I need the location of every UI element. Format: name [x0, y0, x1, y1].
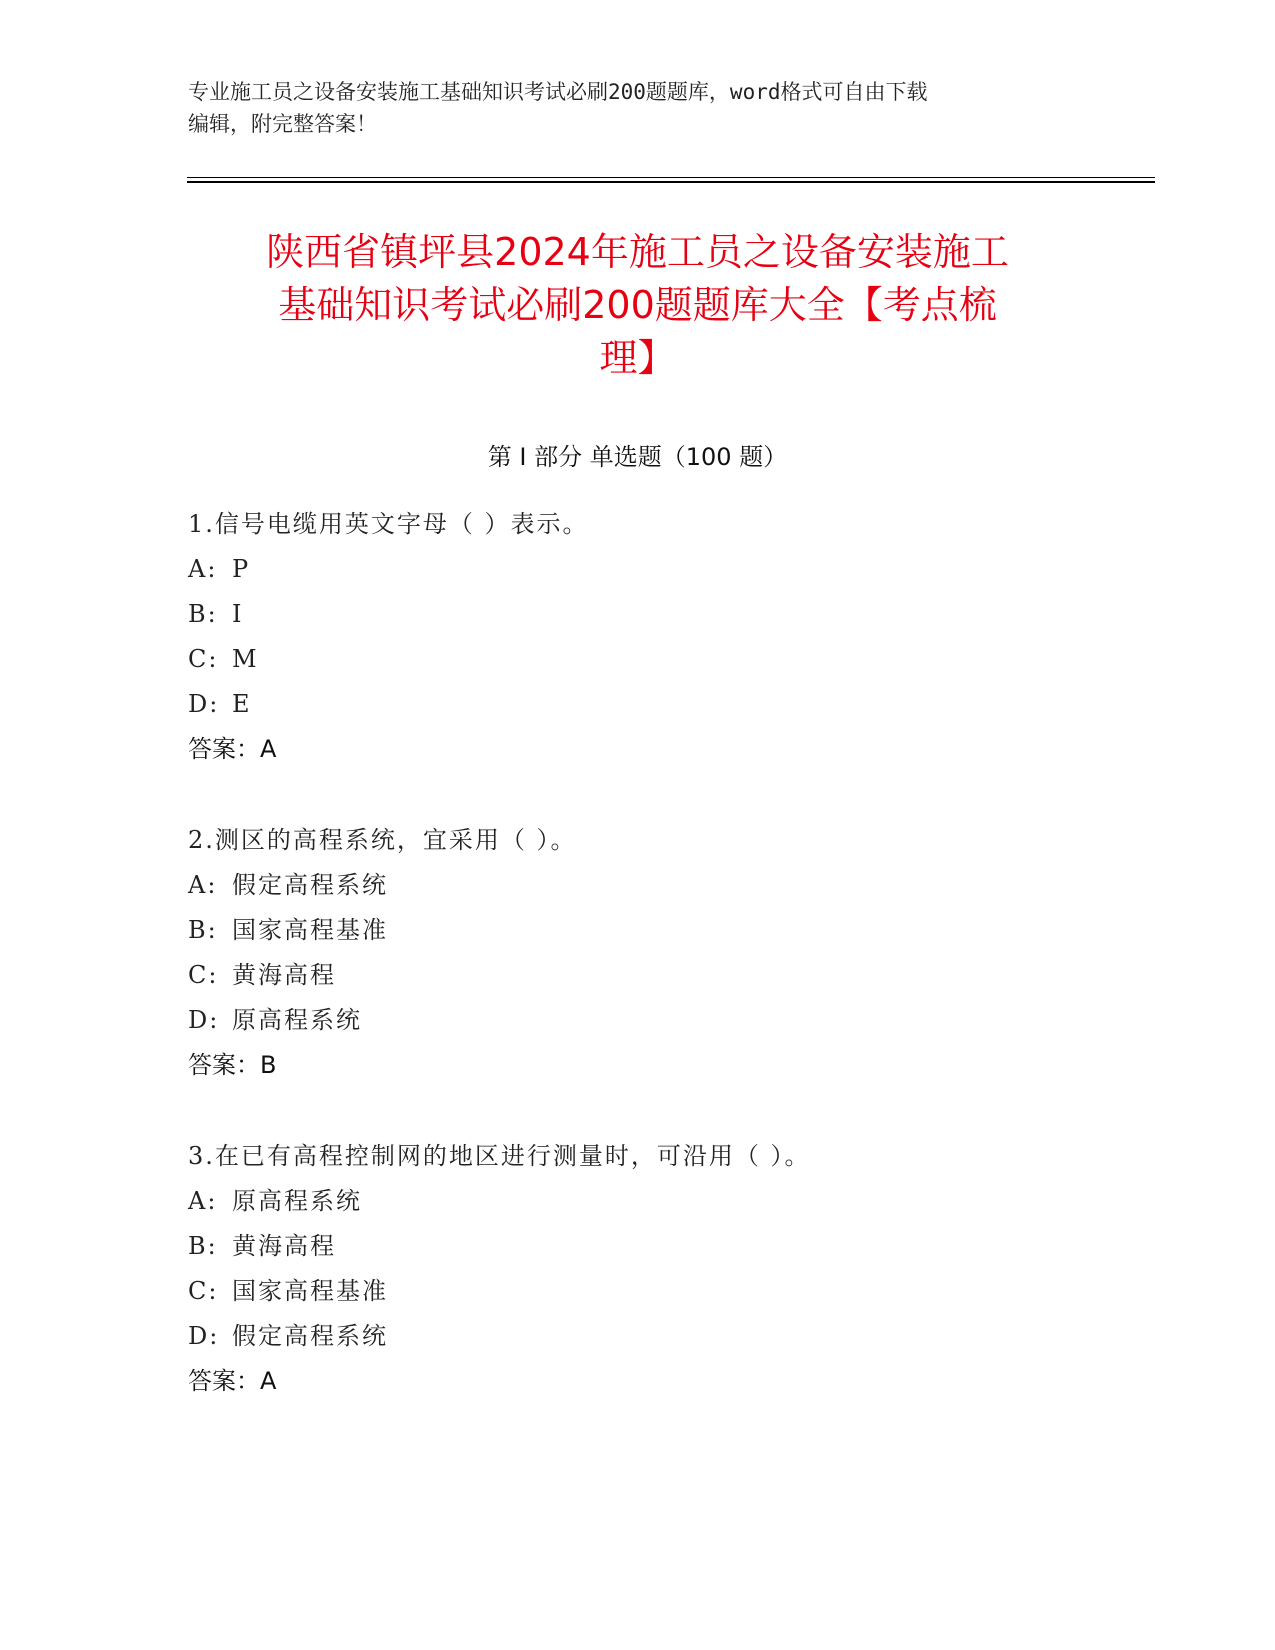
question-stem: 3.在已有高程控制网的地区进行测量时，可沿用（ ）。 [188, 1142, 811, 1170]
option-text: 黄海高程 [232, 1232, 336, 1260]
option-text: 国家高程基准 [232, 916, 388, 944]
option-key: C: [188, 961, 219, 989]
option-key: B: [188, 916, 218, 944]
question-3 [188, 1134, 1138, 1404]
title-line-1: 陕西省镇坪县2024年施工员之设备安装施工 [266, 230, 1009, 274]
option-b [188, 592, 1138, 637]
question-2 [188, 818, 1138, 1088]
question-1 [188, 502, 1138, 772]
option-c [188, 1269, 1138, 1314]
option-a [188, 863, 1138, 908]
header-note [188, 76, 1088, 140]
option-text: 假定高程系统 [232, 871, 388, 899]
option-b [188, 908, 1138, 953]
option-text: 原高程系统 [232, 1187, 362, 1215]
option-key: C: [188, 1277, 219, 1305]
option-key: A: [188, 1187, 218, 1215]
option-a [188, 1179, 1138, 1224]
header-rule-thick [187, 181, 1155, 183]
option-text: 黄海高程 [232, 961, 336, 989]
option-text: 国家高程基准 [232, 1277, 388, 1305]
option-key: A: [188, 871, 218, 899]
answer: 答案：B [188, 1051, 277, 1079]
option-c [188, 953, 1138, 998]
option-key: C: [188, 645, 219, 673]
option-text: M [232, 645, 259, 673]
option-a [188, 547, 1138, 592]
option-key: B: [188, 600, 218, 628]
option-key: D: [188, 690, 220, 718]
option-c [188, 637, 1138, 682]
option-d [188, 998, 1138, 1043]
option-d [188, 682, 1138, 727]
option-b [188, 1224, 1138, 1269]
option-key: A: [188, 555, 218, 583]
option-text: I [232, 600, 244, 628]
header-rule-thin [187, 177, 1155, 178]
title-line-3: 理】 [599, 336, 676, 380]
section-heading: 第 I 部分 单选题（100 题） [487, 443, 788, 471]
option-text: 假定高程系统 [232, 1322, 388, 1350]
answer: 答案：A [188, 1367, 277, 1395]
option-key: D: [188, 1006, 220, 1034]
option-d [188, 1314, 1138, 1359]
question-stem: 2.测区的高程系统，宜采用（ ）。 [188, 826, 577, 854]
option-key: D: [188, 1322, 220, 1350]
option-key: B: [188, 1232, 218, 1260]
header-note-line-1: 专业施工员之设备安装施工基础知识考试必刷200题题库，word格式可自由下载 [188, 80, 928, 104]
answer: 答案：A [188, 735, 277, 763]
option-text: E [232, 690, 252, 718]
option-text: P [232, 555, 251, 583]
option-text: 原高程系统 [232, 1006, 362, 1034]
question-stem: 1.信号电缆用英文字母（ ）表示。 [188, 510, 589, 538]
header-note-line-2: 编辑，附完整答案！ [188, 112, 377, 136]
title-line-2: 基础知识考试必刷200题题库大全【考点梳 [278, 283, 997, 327]
document-title [180, 226, 1095, 385]
